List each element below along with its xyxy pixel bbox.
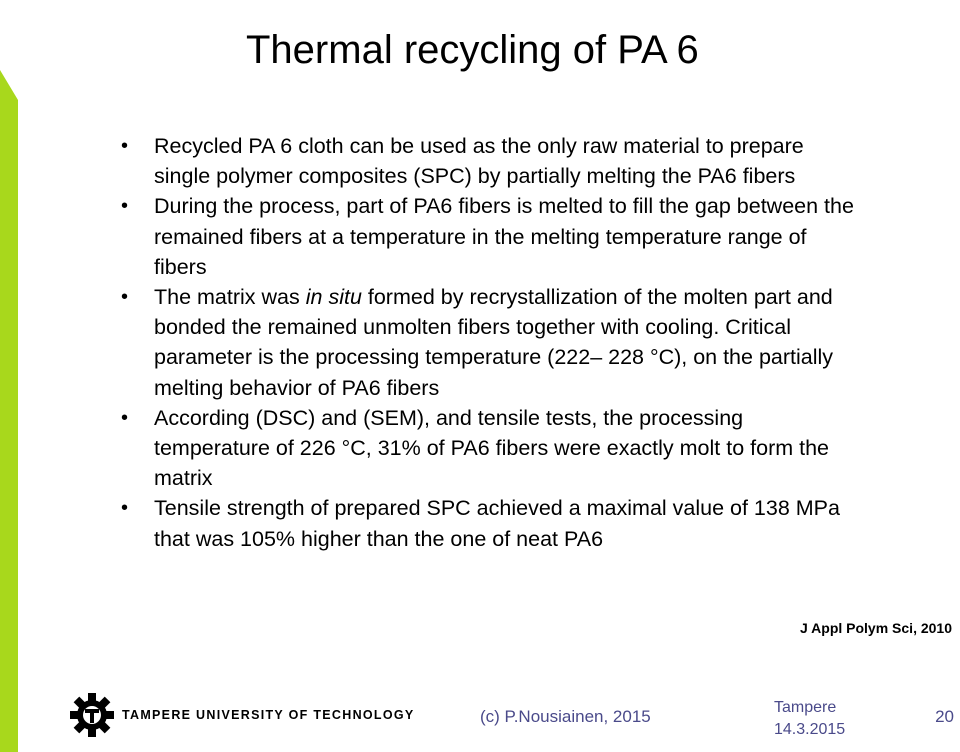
bullet-text-segment: Tensile strength of prepared SPC achieved a maximal value of 138 MPa that was 105% higher than the one of neat PA6 bbox=[154, 496, 840, 551]
footer-copyright: (c) P.Nousiainen, 2015 bbox=[480, 707, 651, 726]
side-accent-stripe bbox=[0, 0, 18, 752]
bullet-item bbox=[118, 131, 858, 191]
tut-gear-logo-icon bbox=[70, 693, 114, 737]
bullet-dot-icon: • bbox=[121, 406, 129, 429]
bullet-text bbox=[154, 406, 829, 490]
bullet-text-italic: in situ bbox=[305, 285, 362, 310]
bullet-text-segment: Recycled PA 6 cloth can be used as the only raw material to prepare single polymer composites (SPC) by partially melting the PA6 fibers bbox=[154, 134, 804, 189]
bullet-text-segment: During the process, part of PA6 fibers is melted to fill the gap between the remained fibers at a temperature in the melting temperature range of fibers bbox=[154, 194, 854, 279]
university-logo bbox=[70, 692, 415, 738]
bullet-item bbox=[118, 282, 858, 403]
bullet-item bbox=[118, 191, 858, 282]
slide-number: 20 bbox=[935, 707, 954, 726]
citation: J Appl Polym Sci, 2010 bbox=[800, 620, 952, 636]
slide-title: Thermal recycling of PA 6 bbox=[246, 28, 699, 72]
footer-city: Tampere bbox=[774, 699, 837, 716]
bullet-dot-icon: • bbox=[121, 497, 129, 520]
bullet-dot-icon: • bbox=[121, 135, 129, 157]
footer-date: 14.3.2015 bbox=[774, 721, 846, 738]
bullet-text bbox=[154, 194, 854, 278]
bullet-text bbox=[154, 285, 833, 400]
university-name: TAMPERE UNIVERSITY OF TECHNOLOGY bbox=[122, 708, 415, 722]
bullet-text bbox=[154, 496, 840, 550]
footer-location-date bbox=[774, 697, 845, 741]
bullet-item bbox=[118, 403, 858, 494]
bullet-text-segment: According (DSC) and (SEM), and tensile tests, the processing temperature of 226 °C, 31% of PA6 fibers were exactly molt to form the matrix bbox=[154, 405, 830, 491]
bullet-dot-icon: • bbox=[121, 195, 129, 218]
bullet-text bbox=[154, 134, 804, 188]
bullet-text-segment: The matrix was bbox=[154, 285, 306, 310]
bullet-dot-icon: • bbox=[121, 286, 129, 309]
stripe-green-shape bbox=[0, 70, 18, 752]
bullet-list bbox=[118, 131, 858, 554]
bullet-text-segment: formed by recrystallization of the molten part and bonded the remained unmolten fibers together with cooling. Critical parameter is the processing temperature (222– 228 °C), on the partially melting behavior of PA6 fibers bbox=[154, 285, 834, 400]
bullet-item bbox=[118, 493, 858, 553]
